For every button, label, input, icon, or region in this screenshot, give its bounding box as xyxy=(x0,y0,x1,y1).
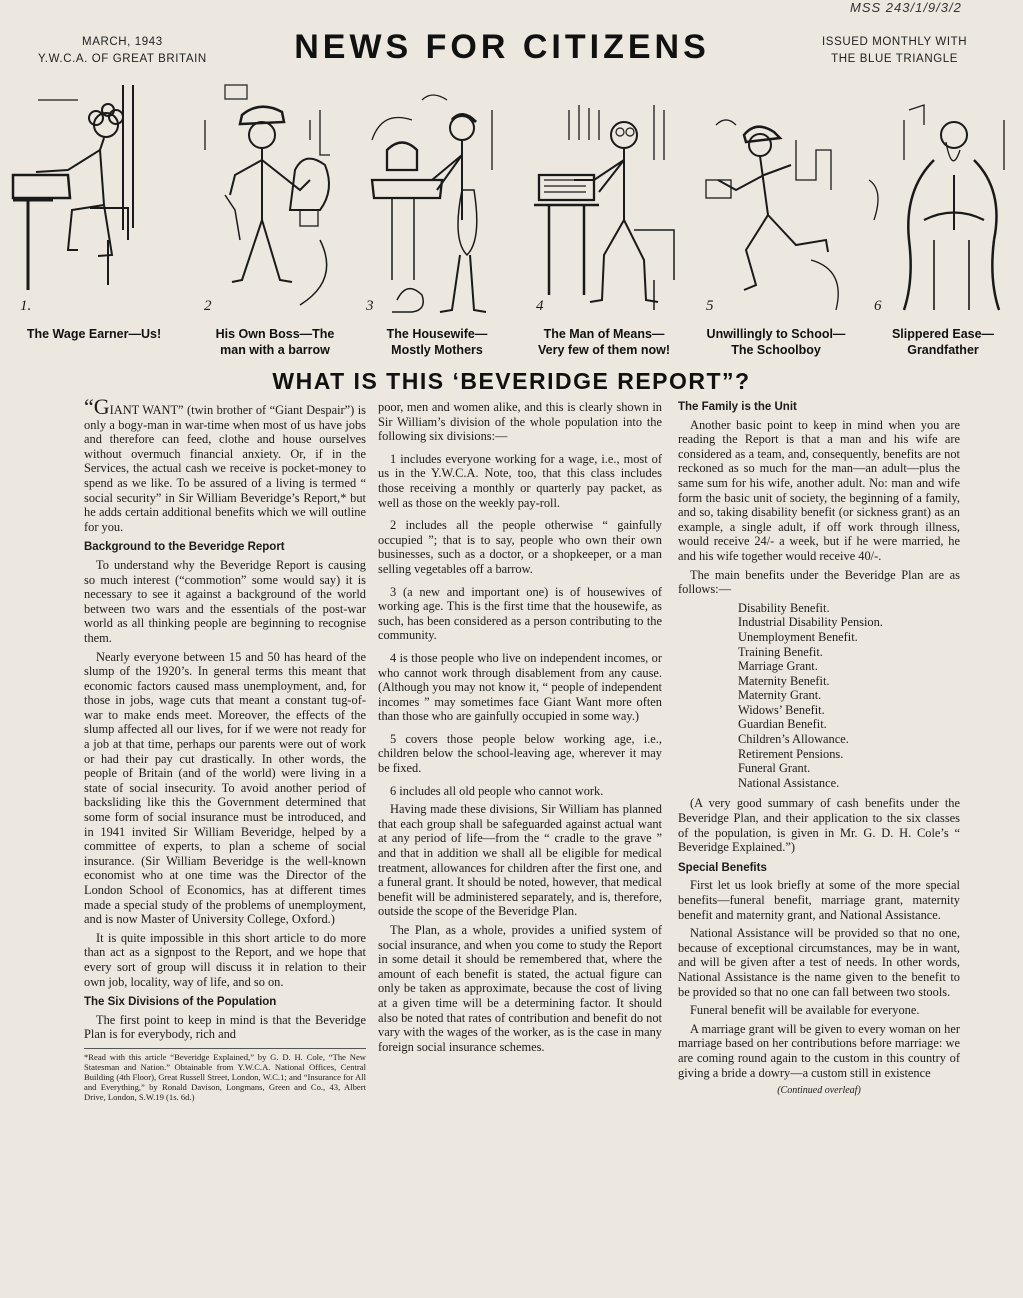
panel-man-of-means xyxy=(524,80,684,320)
benefit-item: Unemployment Benefit. xyxy=(738,629,858,644)
division-item: 2 includes all the people otherwise “ gainfully occupied ”; that is to say, people who own their own businesses, such as a doctor, or a shopkeeper, or a man selling vegetables off a barrow. xyxy=(378,518,662,576)
masthead-title: NEWS FOR CITIZENS xyxy=(294,28,710,66)
benefit-item: Industrial Disability Pension. xyxy=(738,615,883,630)
drop-cap: “G xyxy=(84,394,110,419)
paragraph: Nearly everyone between 15 and 50 has heard of the slump of the 1920’s. In general terms this meant that economic factors caused mass unemployment, and, for those in jobs, wage cuts that meant a constant tug-of-war to make ends meet. Moreover, the effects of the slump affected all our lives, for if we were not ready for a job at that time, perhaps our parents were out of work or had their pay cut drastically. In other words, the people of Britain (and of the world) were living in a state of social insecurity. To avoid another period of backsliding like this the Government determined that some form of social insurance must be introduced, and in 1941 invited Sir William Beveridge, helped by a committee of experts, to plan a scheme of social insurance. (Sir William Beveridge is the well-known economist who at one time was the Director of the London School of Economics, has at different times made a special study of the problems of unemployment, and is now Master of University College, Oxford.) xyxy=(84,649,366,927)
schoolboy-illustration xyxy=(696,80,856,320)
panel-own-boss xyxy=(180,80,340,320)
caption-line: The Housewife— xyxy=(386,327,488,341)
benefit-item: Maternity Benefit. xyxy=(738,673,830,688)
paragraph: (A very good summary of cash benefits under the Beveridge Plan, and their application to the six classes of the population, is given in Mr. G. D. H. Cole’s “ Beveridge Explained.”) xyxy=(678,796,960,855)
panel-wage-earner xyxy=(8,80,168,320)
typist-illustration xyxy=(8,80,168,320)
barrow-man-illustration xyxy=(180,80,340,320)
division-item: 6 includes all old people who cannot work. xyxy=(390,783,604,798)
paragraph: To understand why the Beveridge Report is causing so much interest (“commotion” some would say) it is necessary to see it against a background of the world between two wars and the essentials of the post-war world as all thinking people are beginning to recognise them. xyxy=(84,557,366,645)
benefits-list xyxy=(738,601,960,791)
man-of-means-illustration xyxy=(524,80,684,320)
benefit-item: Marriage Grant. xyxy=(738,659,818,674)
paragraph: National Assistance will be provided so that no one, because of exceptional circumstances, may be in want, and will be given after a test of needs. In other words, National Assistance is the name given to the benefit to be provided so that no one can fall between two stools. xyxy=(678,926,960,999)
benefit-item: Training Benefit. xyxy=(738,644,823,659)
panel-number-2: 2 xyxy=(204,298,212,314)
paragraph: Funeral benefit will be available for everyone. xyxy=(690,1003,920,1018)
paragraph: It is quite impossible in this short article to do more than act as a signpost to the Report, and we hope that every sort of group will discuss it in relation to their own job, locality, way of life, and so on. xyxy=(84,930,366,989)
caption-line: His Own Boss—The xyxy=(215,327,335,341)
column-3 xyxy=(678,400,960,1099)
caption-own-boss xyxy=(190,326,360,358)
caption-housewife xyxy=(368,326,506,358)
handwritten-reference: MSS 243/1/9/3/2 xyxy=(850,0,962,15)
panel-number-3: 3 xyxy=(366,298,374,314)
issue-date: MARCH, 1943 xyxy=(82,36,163,48)
benefit-item: Funeral Grant. xyxy=(738,761,811,776)
caption-line: Very few of them now! xyxy=(538,343,670,357)
benefit-item: Maternity Grant. xyxy=(738,688,822,703)
paragraph: poor, men and women alike, and this is clearly shown in Sir William’s division of the whole population into the following six divisions:— xyxy=(378,400,662,444)
issued-line-2: THE BLUE TRIANGLE xyxy=(831,53,959,65)
paragraph: A marriage grant will be given to every woman on her marriage based on her contributions before marriage: we are coming round again to the custom in this country of giving a bride a dowry—a custom still in existence xyxy=(678,1021,960,1080)
benefit-item: Widows’ Benefit. xyxy=(738,702,825,717)
continued-note: (Continued overleaf) xyxy=(777,1085,861,1097)
benefit-item: National Assistance. xyxy=(738,775,840,790)
division-item: 4 is those people who live on independent incomes, or who cannot work through disablement from any cause. (Although you may not know it, “ people of independent incomes ” may sometimes face Giant Want more often than those who are gainfully occupied in some way.) xyxy=(378,650,662,724)
paragraph: The first point to keep in mind is that the Beveridge Plan is for everybody, rich and xyxy=(84,1012,366,1042)
caption-grandfather xyxy=(868,326,1018,358)
issued-line-1: ISSUED MONTHLY WITH xyxy=(822,36,968,48)
paragraph: Having made these divisions, Sir William has planned that each group shall be safeguarded against actual want at any period of life—from the “ cradle to the grave ” and that in addition we shall all be eligible for medical treatment, allowances for children after the first one, and a funeral grant. It should be noted, however, that medical benefit will be administered separately, and is, therefore, outside the scope of the Beveridge Plan. xyxy=(378,802,662,919)
section-heading: Special Benefits xyxy=(678,861,767,874)
caption-line: Unwillingly to School— xyxy=(706,327,846,341)
caption-schoolboy xyxy=(690,326,862,358)
paragraph: First let us look briefly at some of the more special benefits—funeral benefit, marriage grant, maternity benefit and maternity grant, and National Assistance. xyxy=(678,878,960,922)
caption-line: The Schoolboy xyxy=(731,343,821,357)
panel-housewife xyxy=(352,80,512,320)
column-1 xyxy=(84,394,366,1102)
division-item: 3 (a new and important one) is of housewives of working age. This is the first time that the housewife, as such, has been considered as a person contributing to the community. xyxy=(378,584,662,643)
organization: Y.W.C.A. OF GREAT BRITAIN xyxy=(38,53,207,65)
paragraph xyxy=(84,394,366,534)
section-heading: The Six Divisions of the Population xyxy=(84,996,277,1009)
grandfather-illustration xyxy=(864,80,1019,320)
housewife-illustration xyxy=(352,80,512,320)
footnote-text: *Read with this article “Beveridge Explained,” by G. D. H. Cole, “The New Statesman and Nation.” Obtainable from Y.W.C.A. National Offices, Central Building (4th Floor), Great Russell Street, London, W.C.1; and “Insurance for All and Everything,” by Ronald Davison, Longmans, Green and Co., 43, Albert Drive, London, S.W.19 (1s. 6d.) xyxy=(84,1051,366,1102)
benefit-item: Retirement Pensions. xyxy=(738,746,844,761)
panel-number-1: 1. xyxy=(20,298,32,314)
paragraph: Another basic point to keep in mind when you are reading the Report is that a man and his wife are considered as a team, and, consequently, benefits are not reckoned as so much for the man—an adult—plus the same sum for his wife, another adult. No: man and wife form the basic unit of society, the beginning of a family, and so, taking disability benefit (or sickness grant) as an example, a single adult, if off work through illness, would receive 24/- a week, but if he were married, he and his wife together would receive 40/-. xyxy=(678,417,960,563)
panel-grandfather xyxy=(864,80,1019,320)
header-right xyxy=(822,34,967,68)
panel-schoolboy xyxy=(696,80,856,320)
panel-number-6: 6 xyxy=(874,298,882,314)
caption-man-of-means xyxy=(516,326,692,358)
panel-number-5: 5 xyxy=(706,298,714,314)
benefit-item: Guardian Benefit. xyxy=(738,717,827,732)
panel-number-4: 4 xyxy=(536,298,544,314)
caption-wage-earner xyxy=(4,326,184,342)
caption-line: man with a barrow xyxy=(220,343,330,357)
footnote xyxy=(84,1048,366,1102)
paragraph: The main benefits under the Beveridge Plan are as follows:— xyxy=(678,567,960,597)
division-item: 5 covers those people below working age, i.e., children below the school-leaving age, wherever it may be fixed. xyxy=(378,731,662,776)
division-item: 1 includes everyone working for a wage, i.e., most of us in the Y.W.C.A. Note, too, that this class includes those receiving a monthly or quarterly pay packet, as well as those on the weekly pay-roll. xyxy=(378,451,662,510)
caption-line: The Wage Earner—Us! xyxy=(26,327,162,341)
caption-line: The Man of Means— xyxy=(543,327,665,341)
benefit-item: Children’s Allowance. xyxy=(738,732,849,747)
paragraph: The Plan, as a whole, provides a unified system of social insurance, and when you come to study the Report in some detail it should be remembered that, where the amount of each benefit is stated, the actual figure can only be taken as approximate, because the cost of living at a given time will be a determining factor. It should also be noted that rates of contribution and benefit do not vary with the wages of the worker, as is the case in many foreign social insurance schemes. xyxy=(378,923,662,1054)
section-heading: The Family is the Unit xyxy=(678,401,797,413)
column-2 xyxy=(378,400,662,1058)
caption-line: Slippered Ease— xyxy=(891,327,995,341)
header-left xyxy=(38,34,207,68)
caption-line: Mostly Mothers xyxy=(391,343,483,357)
caption-line: Grandfather xyxy=(907,343,979,357)
paragraph-text: IANT WANT” (twin brother of “Giant Despair”) is only a bogy-man in war-time when most of us have jobs and therefore can feed, clothe and house ourselves without overmuch financial anxiety. Or, if in the Services, the actual cash we receive is pocket-money to spend as we like. To be assured of a living is termed “ social security” in Sir William Beveridge’s Report,* but he adds certain additional benefits which we will outline for you. xyxy=(84,403,366,534)
benefit-item: Disability Benefit. xyxy=(738,600,830,615)
article-headline: WHAT IS THIS ‘BEVERIDGE REPORT”? xyxy=(272,368,751,394)
section-heading: Background to the Beveridge Report xyxy=(84,541,285,554)
